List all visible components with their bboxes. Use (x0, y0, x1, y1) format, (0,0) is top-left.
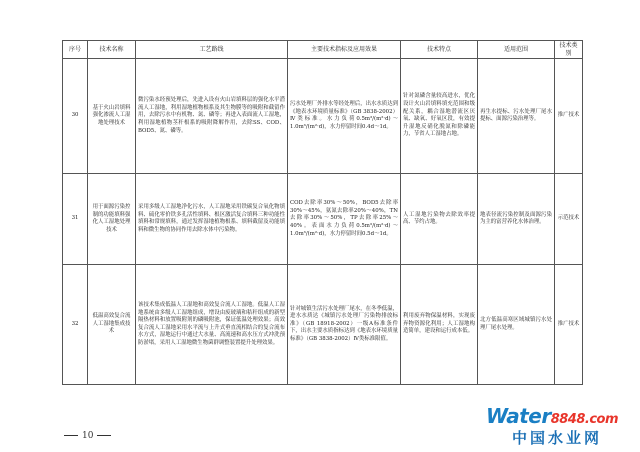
header-no: 序号 (63, 41, 88, 59)
cell-no: 32 (63, 265, 88, 385)
dash-left (64, 435, 78, 436)
dash-right (97, 435, 111, 436)
table-row (63, 174, 583, 265)
cell-effect: 针对城镇生活污水处理厂尾水，在冬季低温，进水水质达《城镇污水处理厂污染物排放标准》（GB 18918-2002）一级A标准条件下，出水主要水质指标达到《地表水环境质量标准》（GB 3838-2002）Ⅳ类标准限值。 (288, 265, 401, 385)
cell-feature: 利用废弃物保温材料，实现废弃物资源化利用；人工湿地构造简单，建设和运行成本低。 (401, 265, 478, 385)
header-name: 技术名称 (88, 41, 136, 59)
cell-name: 用于面源污染控制的功能填料强化人工湿地处理技术 (88, 174, 136, 265)
table-row (63, 265, 583, 385)
header-process: 工艺路线 (136, 41, 288, 59)
logo-brand-text: Water (486, 404, 551, 428)
technology-table (62, 40, 583, 385)
table-header-row (63, 41, 583, 59)
cell-category: 示范技术 (555, 174, 583, 265)
page-number-text: 10 (82, 431, 94, 441)
logo-suffix: .com (584, 412, 618, 427)
cell-feature: 人工湿地污染物去除效率提高、节约占地。 (401, 174, 478, 265)
cell-feature: 针对氮磷含量较高进水，优化设计火山岩填料填充范围和级配关系，耦合湿地潜流区厌氧、缺氧、好氧区段，有效提升湿地反硝化脱氮和除磷能力，节省人工湿地占地。 (401, 59, 478, 174)
cell-process: 微污染水经预处理后，先进入设有火山岩填料层的强化水平潜流人工湿地，利用湿地植物根系及其生物膜等的吸附和截留作用，去除污水中有机物、氮、磷等；再进入表面流人工湿地，利用湿地植物茎秆根系的吸附降解作用，去除SS、COD、BOD5、氮、磷等。 (136, 59, 288, 174)
cell-scope: 地表径流污染控制及面源污染为主的富营养化水体治理。 (478, 174, 555, 265)
logo-chinese: 中国水业网 (512, 429, 603, 447)
cell-scope: 再生水提标、污水处理厂尾水提标、面源污染治理等。 (478, 59, 555, 174)
page-number (60, 431, 115, 441)
cell-name: 低温高效复合流人工湿地集成技术 (88, 265, 136, 385)
cell-name: 基于火山岩填料强化渗流人工湿地处理技术 (88, 59, 136, 174)
table-row (63, 59, 583, 174)
cell-category: 推广技术 (555, 59, 583, 174)
cell-process: 该技术集成低温人工湿地和高效复合流人工湿地。低温人工湿地系统由多级人工湿地组成，增设由废玻璃和秸秆组成的新型隔热材料和放置吸附剂的磷吸附池，保证低温处理效果；高效复合流人工湿地采用水平流与上升式垂直流相结合的复合流布水方式，湿地运行中通过大水量、高流速和高水压方式冲洗预防淤堵，采用人工湿地微生物菌群调整装置提升处理效果。 (136, 265, 288, 385)
watermark-logo (486, 404, 636, 450)
cell-scope: 北方低温高寒区域城镇污水处理厂尾水处理。 (478, 265, 555, 385)
cell-effect: 污水处理厂外排水等经处理后，出水水质达到《地表水环境质量标准》（GB 3838-2002）Ⅳ类标准。水力负荷0.5m³/(m²·d)～1.0m³/(m²·d)，水力停留时间0.4d～1d。 (288, 59, 401, 174)
logo-number: 8848 (550, 412, 585, 427)
cell-process: 采用多级人工湿地净化污水，人工湿地采用铁碳复合氧化物填料、硫化零价铁多孔活性填料、根区激活复合填料三种功能性填料和常规填料，通过发挥湿地植物根系、填料截留及功能填料和微生物的协同作用去除水体中污染物。 (136, 174, 288, 265)
header-scope: 适用范围 (478, 41, 555, 59)
logo-brand (486, 404, 618, 428)
cell-effect: COD去除率30%～50%，BOD5去除率30%～45%，氨氮去除率20%～40%，TN去除率30%～50%，TP去除率25%～40%。表面水力负荷0.5m³/(m²·d)～1.0m³/(m²·d)，水力停留时间0.5d～1d。 (288, 174, 401, 265)
header-category: 技术类别 (555, 41, 583, 59)
cell-category: 推广技术 (555, 265, 583, 385)
header-effect: 主要技术指标及应用效果 (288, 41, 401, 59)
cell-no: 31 (63, 174, 88, 265)
cell-no: 30 (63, 59, 88, 174)
header-feature: 技术特点 (401, 41, 478, 59)
